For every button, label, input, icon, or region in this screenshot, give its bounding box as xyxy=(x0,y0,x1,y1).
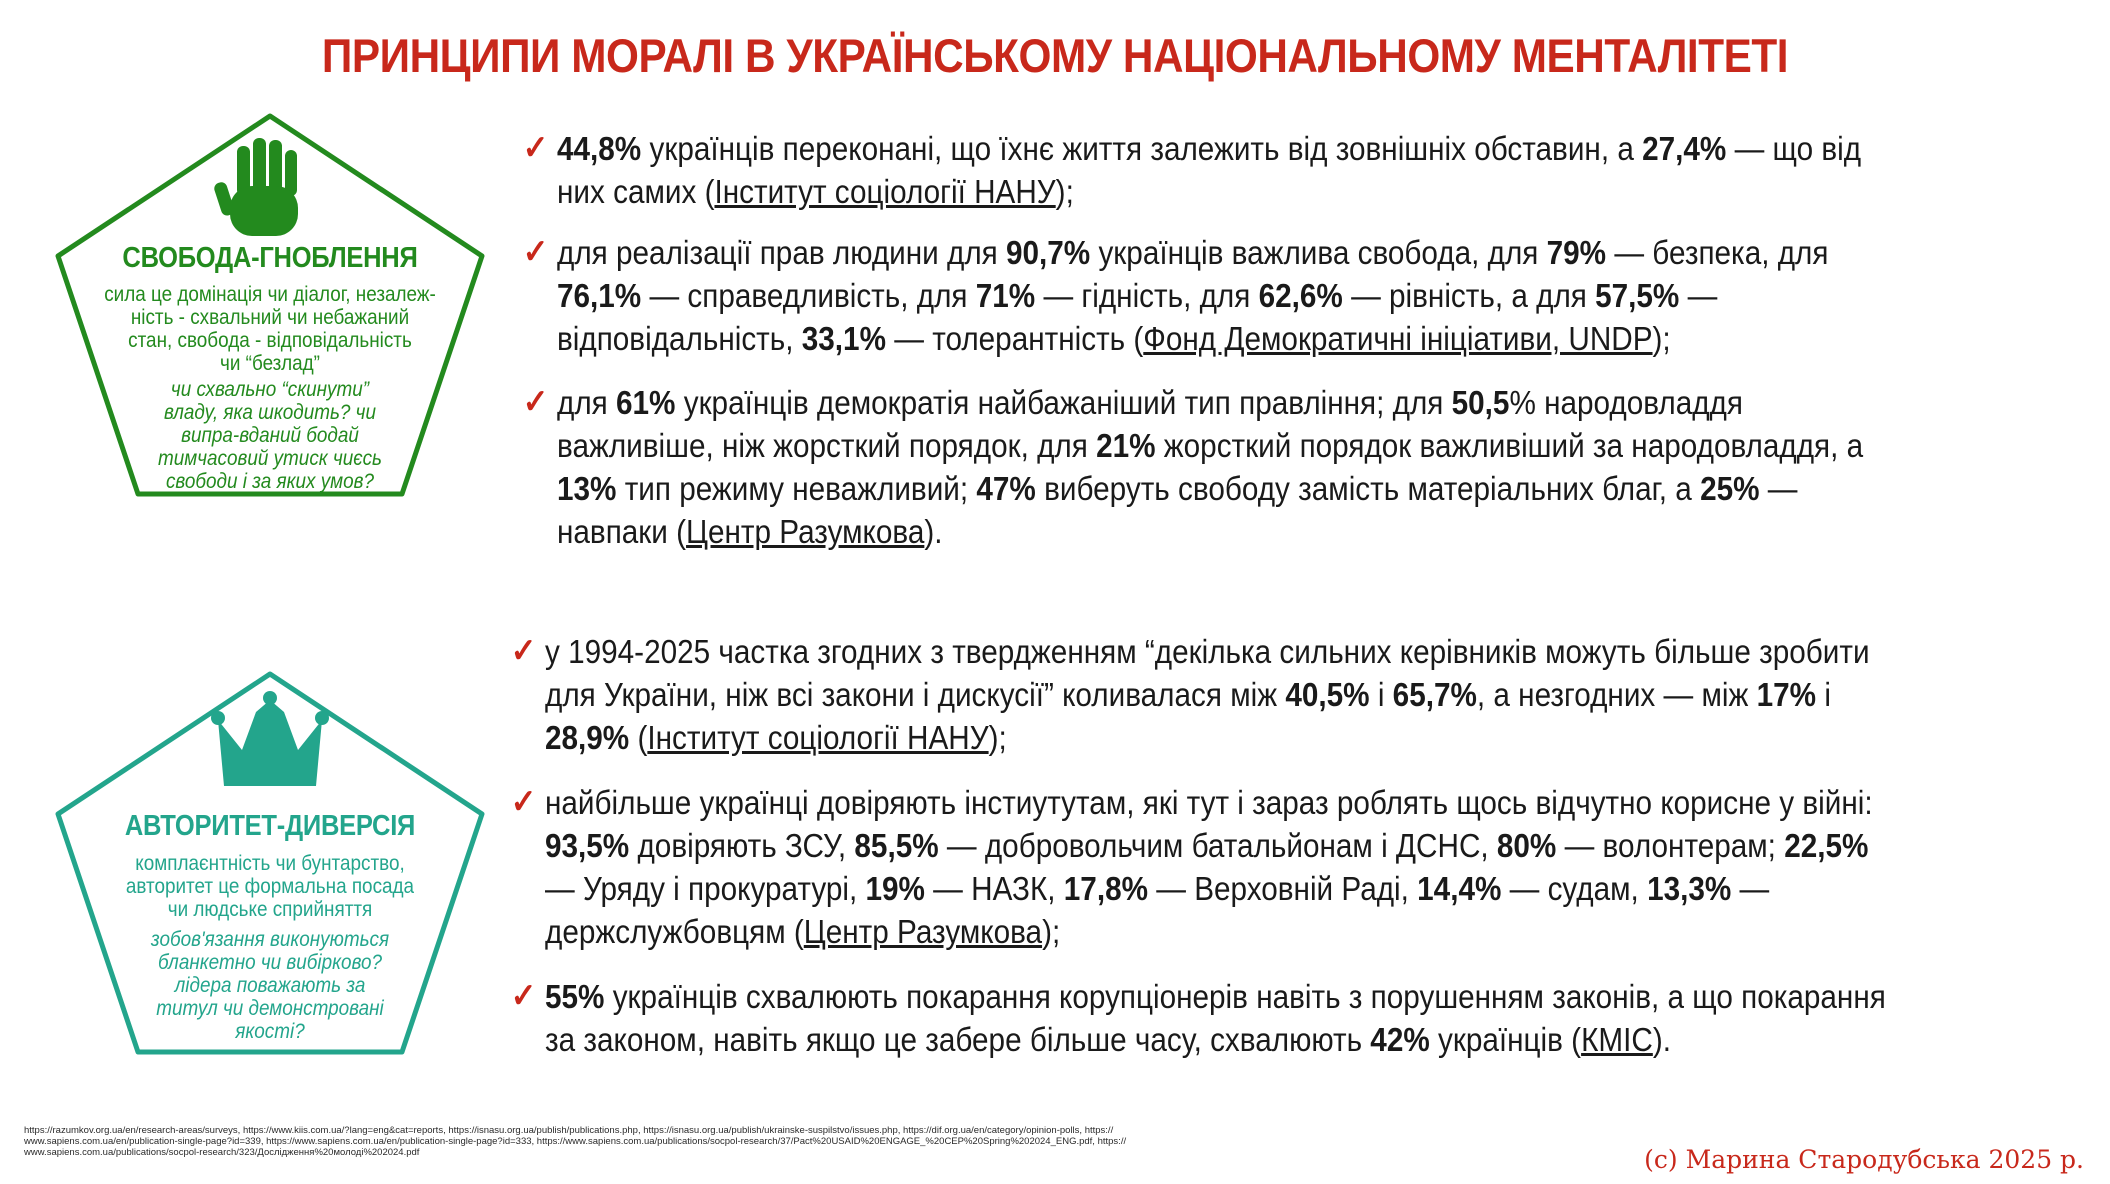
panel-question xyxy=(108,378,432,493)
check-icon: ✓ xyxy=(522,129,549,167)
bullet-item xyxy=(522,381,1907,553)
stat-value: 79% xyxy=(1546,234,1607,271)
stat-value: 61% xyxy=(616,384,676,421)
desc-line: стан, свобода - відповідальність xyxy=(128,329,412,352)
bullet-text: українців важлива свобода, для xyxy=(1090,234,1547,271)
bullet-line xyxy=(557,274,1907,317)
bullet-text: ). xyxy=(1652,1021,1671,1058)
bullet-text: — безпека, для xyxy=(1606,234,1829,271)
bullet-text: ); xyxy=(1055,173,1074,210)
check-icon: ✓ xyxy=(510,632,537,670)
bullet-item xyxy=(510,630,1904,759)
stat-value: 93,5% xyxy=(545,827,630,864)
footnote-line[interactable]: www.sapiens.com.ua/publications/socpol-research/323/Дослідження%20молоді%202024.pdf xyxy=(24,1147,420,1158)
bullet-text: відповідальність, xyxy=(557,320,802,357)
bullet-text: — Верховній Раді, xyxy=(1148,870,1418,907)
freedom-oppression-panel xyxy=(50,110,490,500)
footnote-line[interactable]: www.sapiens.com.ua/en/publication-single-page?id=339, https://www.sapiens.com.ua/en/publication-single-page?id=333, https://www.sapiens.com.ua/publications/socpol-research/37/Pact%20USAID%20ENGAGE_%20CEP%20Spring%202024_ENG.pdf, https:// xyxy=(24,1136,1127,1147)
source-link[interactable]: Центр Разумкова xyxy=(803,913,1043,950)
bullet-text: — волонтерам; xyxy=(1556,827,1785,864)
panel-title: АВТОРИТЕТ-ДИВЕРСІЯ xyxy=(124,810,416,842)
question-line: лідера поважають за xyxy=(174,974,366,997)
bullet-text: ). xyxy=(924,513,943,550)
stat-value: 80% xyxy=(1496,827,1557,864)
bullet-text: навпаки ( xyxy=(557,513,687,550)
bullet-text: українців схвалюють покарання корупціонерів навіть з порушенням законів, а що покарання xyxy=(604,978,1886,1015)
bullet-text: ); xyxy=(1652,320,1671,357)
source-link[interactable]: Інститут соціології НАНУ xyxy=(714,173,1056,210)
bullet-text: для xyxy=(557,384,617,421)
stat-value: 22,5% xyxy=(1784,827,1869,864)
stat-value: 19% xyxy=(865,870,925,907)
bullet-line xyxy=(557,424,1907,467)
stat-value: 25% xyxy=(1700,470,1760,507)
bullet-text: і xyxy=(1816,676,1831,713)
bullet-text: довіряють ЗСУ, xyxy=(629,827,855,864)
bullet-text: жорсткий порядок важливіший за народовладдя, а xyxy=(1155,427,1864,464)
stat-value: 40,5% xyxy=(1285,676,1370,713)
bullet-item xyxy=(522,231,1907,360)
authority-subversion-panel xyxy=(50,668,490,1058)
bullet-text: — толерантність ( xyxy=(885,320,1144,357)
bullet-line xyxy=(557,127,1907,170)
bullet-text: найбільше українці довіряють інстиутутам, які тут і зараз роблять щось відчутно корисне у війні: xyxy=(545,784,1873,821)
bullet-text: у 1994-2025 частка згодних з твердженням “декілька сильних керівників можуть більше зробити xyxy=(545,633,1870,670)
question-line: якості? xyxy=(235,1020,305,1043)
check-icon: ✓ xyxy=(522,233,549,271)
copyright: (с) Марина Стародубська 2025 р. xyxy=(1644,1145,2084,1174)
stat-value: 50,5 xyxy=(1451,384,1510,421)
stat-value: 13,3% xyxy=(1647,870,1732,907)
bullet-line xyxy=(545,975,1904,1018)
bullet-line xyxy=(557,381,1907,424)
hand-icon xyxy=(213,138,298,236)
bullet-text: виберуть свободу замість матеріальних благ, а xyxy=(1035,470,1701,507)
stat-value: 57,5% xyxy=(1595,277,1680,314)
bullet-text: , а незгодних — між xyxy=(1476,676,1757,713)
bullet-text: — рівність, а для xyxy=(1342,277,1596,314)
bullet-item xyxy=(510,975,1904,1061)
bullet-text: українців демократія найбажаніший тип правління; для xyxy=(675,384,1452,421)
stat-value: 17,8% xyxy=(1063,870,1149,907)
bullet-text: ( xyxy=(629,719,648,756)
bullet-text: — xyxy=(1759,470,1798,507)
panel-description xyxy=(90,283,450,375)
bullet-text: — добровольчим батальйонам і ДСНС, xyxy=(938,827,1497,864)
bullet-line xyxy=(545,1018,1904,1061)
bullet-text: для України, ніж всі закони і дискусії” коливалася між xyxy=(545,676,1286,713)
stat-value: 47% xyxy=(976,470,1036,507)
bullet-text: % народовладдя xyxy=(1509,384,1743,421)
desc-line: чи людське сприйняття xyxy=(167,898,373,921)
question-line: випра-вданий бодай xyxy=(181,424,359,447)
stat-value: 27,4% xyxy=(1642,130,1727,167)
desc-line: чи “безлад” xyxy=(220,352,320,375)
stat-value: 17% xyxy=(1756,676,1817,713)
bullet-text: українців ( xyxy=(1429,1021,1582,1058)
bullet-line xyxy=(557,170,1907,213)
bullet-line xyxy=(545,673,1904,716)
stat-value: 85,5% xyxy=(854,827,939,864)
desc-line: ність - схвальний чи небажаний xyxy=(130,306,410,329)
bullet-text: за законом, навіть якщо це забере більше часу, схвалюють xyxy=(545,1021,1371,1058)
check-icon: ✓ xyxy=(522,383,549,421)
footnote-line[interactable]: https://razumkov.org.ua/en/research-areas/surveys, https://www.kiis.com.ua/?lang=eng&cat=reports, https://isnasu.org.ua/publish/publications.php, https://isnasu.org.ua/publish/ukrainske-suspilstvo/issues.php, https://dif.org.ua/en/category/opinion-polls, https:// xyxy=(24,1125,1114,1136)
bullet-text: — НАЗК, xyxy=(924,870,1064,907)
source-link[interactable]: КМІС xyxy=(1581,1021,1653,1058)
bullet-line xyxy=(557,231,1907,274)
source-link[interactable]: Інститут соціології НАНУ xyxy=(647,719,989,756)
bullet-text: і xyxy=(1369,676,1393,713)
stat-value: 65,7% xyxy=(1392,676,1477,713)
question-line: титул чи демонстровані xyxy=(156,997,384,1020)
bullet-line xyxy=(545,824,1904,867)
bullet-text: ); xyxy=(988,719,1007,756)
source-link[interactable]: Фонд Демократичні ініціативи, UNDP xyxy=(1143,320,1653,357)
stat-value: 90,7% xyxy=(1005,234,1091,271)
bullet-item xyxy=(510,781,1904,953)
bullet-line xyxy=(557,467,1907,510)
page-title: ПРИНЦИПИ МОРАЛІ В УКРАЇНСЬКОМУ НАЦІОНАЛЬНОМУ МЕНТАЛІТЕТІ xyxy=(321,29,1789,82)
desc-line: сила це домінація чи діалог, незалеж- xyxy=(104,283,436,306)
stat-value: 71% xyxy=(975,277,1036,314)
panel-question xyxy=(108,928,432,1043)
bullet-line xyxy=(545,910,1904,953)
bullet-line xyxy=(557,317,1907,360)
question-line: чи схвально “скинути” xyxy=(170,378,370,401)
bullet-text: важливіше, ніж жорсткий порядок, для xyxy=(557,427,1097,464)
bullet-text: — xyxy=(1731,870,1770,907)
question-line: бланкетно чи вибірково? xyxy=(157,951,383,974)
bullet-text: для реалізації прав людини для xyxy=(557,234,1006,271)
question-line: зобов'язання виконуються xyxy=(150,928,390,951)
stat-value: 44,8% xyxy=(557,130,642,167)
bullet-line xyxy=(545,781,1904,824)
check-icon: ✓ xyxy=(510,977,537,1015)
bullet-line xyxy=(545,867,1904,910)
bullet-text: ); xyxy=(1042,913,1061,950)
stat-value: 55% xyxy=(545,978,605,1015)
question-line: свободи і за яких умов? xyxy=(165,470,375,493)
bullet-item xyxy=(522,127,1907,213)
bullet-text: — Уряду і прокуратурі, xyxy=(545,870,866,907)
question-line: тимчасовий утиск чиєсь xyxy=(158,447,382,470)
stat-value: 13% xyxy=(557,470,617,507)
bullet-text: українців переконані, що їхнє життя залежить від зовнішніх обставин, а xyxy=(641,130,1643,167)
bullet-text: — xyxy=(1679,277,1718,314)
bullet-text: них самих ( xyxy=(557,173,715,210)
sources-footnote xyxy=(24,1125,1244,1158)
bullet-text: — судам, xyxy=(1501,870,1648,907)
stat-value: 62,6% xyxy=(1258,277,1343,314)
bullet-text: — справедливість, для xyxy=(641,277,976,314)
desc-line: авторитет це формальна посада xyxy=(125,875,415,898)
bullet-line xyxy=(557,510,1907,553)
stat-value: 76,1% xyxy=(557,277,642,314)
desc-line: комплаєнтність чи бунтарство, xyxy=(135,852,405,875)
stat-value: 21% xyxy=(1096,427,1156,464)
stat-value: 33,1% xyxy=(801,320,886,357)
source-link[interactable]: Центр Разумкова xyxy=(686,513,925,550)
bullet-text: — гідність, для xyxy=(1035,277,1259,314)
stat-value: 42% xyxy=(1370,1021,1430,1058)
bullet-line xyxy=(545,630,1904,673)
panel-title: СВОБОДА-ГНОБЛЕННЯ xyxy=(122,242,418,274)
stat-value: 14,4% xyxy=(1417,870,1502,907)
question-line: владу, яка шкодить? чи xyxy=(164,401,376,424)
bullet-line xyxy=(545,716,1904,759)
bullet-text: — що від xyxy=(1726,130,1862,167)
crown-icon xyxy=(211,691,329,786)
stat-value: 28,9% xyxy=(545,719,630,756)
panel-description xyxy=(90,852,450,921)
bullet-text: держслужбовцям ( xyxy=(545,913,804,950)
bullet-text: тип режиму неважливий; xyxy=(616,470,977,507)
check-icon: ✓ xyxy=(510,783,537,821)
